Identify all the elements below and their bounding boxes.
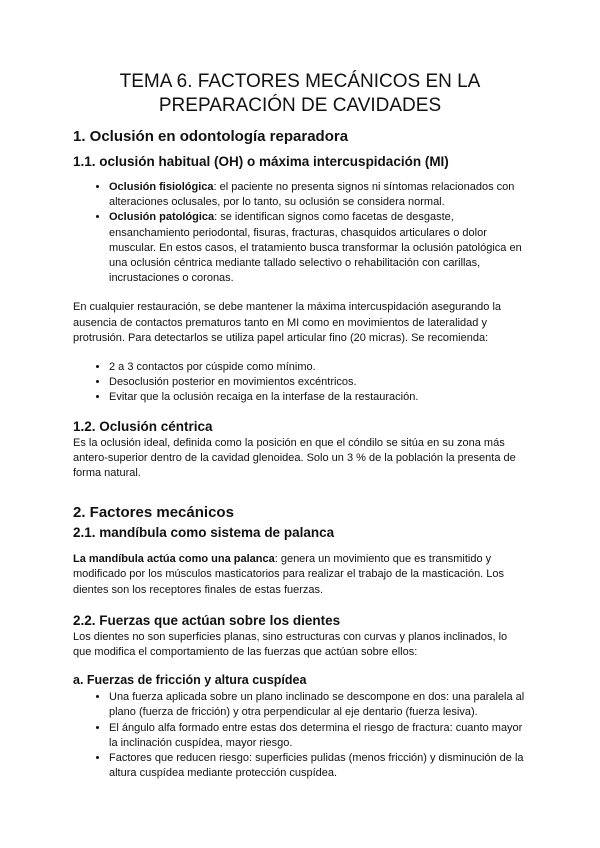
lever-text: : genera un movimiento que es transmitido y modificado por los músculos masticatorios para realizar el trabajo de la masticación. Los dientes son los receptores finales de estas fuerzas.: [73, 553, 505, 596]
occlusion-types-list: [73, 180, 527, 286]
section-1-2-heading: 1.2. Oclusión céntrica: [73, 418, 213, 434]
section-1-heading: 1. Oclusión en odontología reparadora: [73, 128, 349, 145]
section-1-1-heading: 1.1. oclusión habitual (OH) o máxima intercuspidación (MI): [73, 154, 449, 169]
subsection-a-heading: a. Fuerzas de fricción y altura cuspídea: [73, 673, 307, 688]
lever-term: La mandíbula actúa como una palanca: [73, 553, 275, 566]
recommendations-list: [73, 360, 527, 406]
centric-occlusion-paragraph: Es la oclusión ideal, definida como la posición en que el cóndilo se sitúa en su zona más antero-superior dentro de la cavidad glenoidea. Solo un 3 % de la población la presenta de forma natural.: [73, 436, 516, 480]
term-physiological: Oclusión fisiológica: [109, 181, 214, 193]
friction-list: [73, 690, 527, 781]
list-item: • El ángulo alfa formado entre estas dos determina el riesgo de fractura: cuanto mayor la inclinación cuspídea, mayor riesgo.: [109, 721, 527, 751]
list-item: [109, 180, 527, 210]
forces-paragraph: Los dientes no son superficies planas, sino estructuras con curvas y planos inclinados, lo que modifica el comportamiento de las fuerzas que actúan sobre ellos:: [73, 630, 508, 659]
list-item: • Evitar que la oclusión recaiga en la interfase de la restauración.: [109, 390, 527, 405]
section-2-2-heading: 2.2. Fuerzas que actúan sobre los dientes: [73, 612, 341, 628]
list-item: • Una fuerza aplicada sobre un plano inclinado se descompone en dos: una paralela al plano (fuerza de fricción) y otra perpendicular al eje dentario (fuerza lesiva).: [109, 690, 527, 720]
list-item: [109, 210, 527, 286]
title-line-2: PREPARACIÓN DE CAVIDADES: [158, 95, 442, 116]
term-pathological: Oclusión patológica: [109, 211, 215, 224]
section-2-heading: 2. Factores mecánicos: [73, 504, 234, 522]
definition-text: : se identifican signos como facetas de desgaste, ensanchamiento periodontal, fisuras, fracturas, chasquidos articulares o dolor muscular. En estos casos, el tratamiento busca transformar la oclusión patológica en una oclusión céntrica mediante tallado selectivo o rehabilitación con carillas, incrustaciones o coronas.: [109, 211, 522, 285]
section-2-1-heading: 2.1. mandíbula como sistema de palanca: [73, 525, 335, 541]
definition-text: : el paciente no presenta signos ni síntomas relacionados con alteraciones oclusales, por lo tanto, su oclusión se considera normal.: [109, 181, 515, 209]
lever-paragraph: [73, 552, 527, 598]
list-item: • Factores que reducen riesgo: superficies pulidas (menos fricción) y disminución de la altura cuspídea mediante protección cuspídea.: [109, 751, 527, 781]
title-line-1: TEMA 6. FACTORES MECÁNICOS EN LA: [119, 71, 481, 92]
page-title: [73, 70, 527, 118]
list-item: • Desoclusión posterior en movimientos excéntricos.: [109, 375, 527, 390]
restoration-paragraph: En cualquier restauración, se debe mantener la máxima intercuspidación asegurando la ausencia de contactos prematuros tanto en MI como en movimientos de lateralidad y protrusión. Para detectarlos se utiliza papel articular fino (20 micras). Se recomienda:: [73, 301, 502, 344]
list-item: • 2 a 3 contactos por cúspide como mínimo.: [109, 360, 527, 375]
